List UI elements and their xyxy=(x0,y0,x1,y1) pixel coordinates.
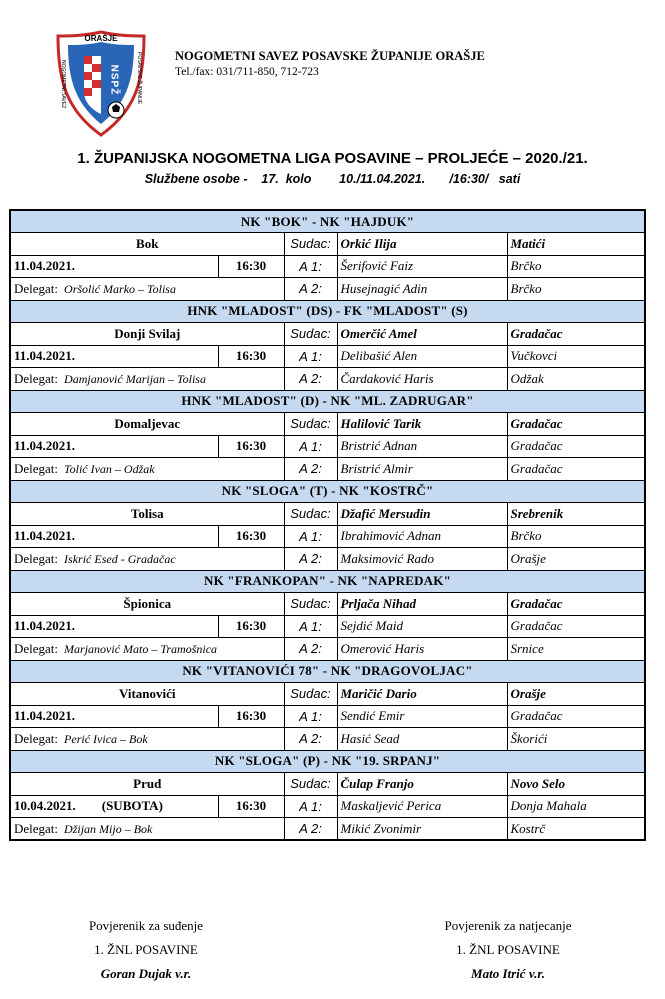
assistant2-city: Kostrč xyxy=(507,818,645,841)
assistant1-name: Delibašić Alen xyxy=(337,345,507,368)
match-venue: Tolisa xyxy=(10,503,284,526)
league-title: 1. ŽUPANIJSKA NOGOMETNA LIGA POSAVINE – PROLJEĆE – 2020./21. xyxy=(77,150,588,167)
assistant1-city: Brčko xyxy=(507,525,645,548)
assistant2-label: A 2: xyxy=(284,368,337,391)
assistant1-city: Vučkovci xyxy=(507,345,645,368)
referee-row xyxy=(10,683,645,706)
match-date-cell xyxy=(10,255,218,278)
assistant1-label: A 1: xyxy=(284,795,337,818)
assistant1-row xyxy=(10,255,645,278)
signature-left xyxy=(31,914,261,986)
match-title: NK "VITANOVIĆI 78" - NK "DRAGOVOLJAC" xyxy=(10,660,645,683)
referee-city: Orašje xyxy=(507,683,645,706)
signature-left-name: Goran Dujak v.r. xyxy=(100,966,192,981)
match-date: 11.04.2021. xyxy=(14,348,76,364)
referee-label: Sudac: xyxy=(284,413,337,436)
match-date-cell xyxy=(10,345,218,368)
match-venue: Prud xyxy=(10,773,284,796)
delegate-name: Perić Ivica – Bok xyxy=(64,731,148,746)
assistant2-name: Husejnagić Adin xyxy=(337,278,507,301)
referee-row xyxy=(10,323,645,346)
match-title: NK "FRANKOPAN" - NK "NAPREDAK" xyxy=(10,570,645,593)
referee-name: Maričić Dario xyxy=(337,683,507,706)
match-title-row xyxy=(10,750,645,773)
assistant2-city: Odžak xyxy=(507,368,645,391)
referee-city: Gradačac xyxy=(507,413,645,436)
signature-left-role: Povjerenik za suđenje xyxy=(88,918,204,933)
signature-right xyxy=(393,914,623,986)
assistant1-city: Brčko xyxy=(507,255,645,278)
match-date: 11.04.2021. xyxy=(14,258,76,274)
delegate-label: Delegat: xyxy=(14,550,59,566)
assistant2-row xyxy=(10,458,645,481)
assistant2-name: Čardaković Haris xyxy=(337,368,507,391)
assistant1-city: Gradačac xyxy=(507,705,645,728)
match-venue: Donji Svilaj xyxy=(10,323,284,346)
assistant1-city: Gradačac xyxy=(507,435,645,458)
match-title-row xyxy=(10,390,645,413)
match-title: NK "SLOGA" (T) - NK "KOSTRČ" xyxy=(10,480,645,503)
signature-right-body: 1. ŽNL POSAVINE xyxy=(456,942,560,957)
assistant2-name: Maksimović Rado xyxy=(337,548,507,571)
assistant1-row xyxy=(10,705,645,728)
logo-letters-text: NSPŽ xyxy=(108,64,120,96)
delegate-name: Oršolić Marko – Tolisa xyxy=(64,281,176,296)
referee-name: Čulap Franjo xyxy=(337,773,507,796)
match-time: 16:30 xyxy=(218,615,284,638)
referee-row xyxy=(10,413,645,436)
assistant2-city: Srnice xyxy=(507,638,645,661)
match-date: 10.04.2021. xyxy=(14,798,76,814)
assistant2-label: A 2: xyxy=(284,728,337,751)
logo-left-text: NOGOMETNI SAVEZ xyxy=(60,60,66,109)
assistant1-city: Donja Mahala xyxy=(507,795,645,818)
delegate-cell xyxy=(10,638,284,661)
match-date: 11.04.2021. xyxy=(14,528,76,544)
match-title-row xyxy=(10,570,645,593)
officials-schedule-table xyxy=(9,209,646,841)
logo-right-text: POSAVSKE ŽUPANIJE xyxy=(136,52,142,105)
assistant2-city: Škorići xyxy=(507,728,645,751)
assistant2-name: Bristrić Almir xyxy=(337,458,507,481)
referee-city: Novo Selo xyxy=(507,773,645,796)
referee-label: Sudac: xyxy=(284,323,337,346)
delegate-cell xyxy=(10,368,284,391)
match-venue: Vitanovići xyxy=(10,683,284,706)
referee-row xyxy=(10,773,645,796)
round-info: Službene osobe - 17. kolo 10./11.04.2021. /16:30/ sati xyxy=(144,172,521,186)
assistant1-label: A 1: xyxy=(284,615,337,638)
match-date: 11.04.2021. xyxy=(14,618,76,634)
logo-top-text: ORAŠJE xyxy=(84,34,118,43)
match-date: 11.04.2021. xyxy=(14,438,76,454)
referee-row xyxy=(10,233,645,256)
referee-label: Sudac: xyxy=(284,503,337,526)
referee-name: Omerčić Amel xyxy=(337,323,507,346)
referee-row xyxy=(10,503,645,526)
assistant2-row xyxy=(10,818,645,841)
delegate-name: Iskrić Esed - Gradačac xyxy=(64,551,176,566)
match-title: NK "BOK" - NK "HAJDUK" xyxy=(10,210,645,233)
assistant2-city: Gradačac xyxy=(507,458,645,481)
delegate-name: Džijan Mijo – Bok xyxy=(64,821,153,836)
delegate-cell xyxy=(10,548,284,571)
assistant1-name: Sejdić Maid xyxy=(337,615,507,638)
match-title-row xyxy=(10,300,645,323)
match-day: (SUBOTA) xyxy=(101,798,163,814)
assistant2-label: A 2: xyxy=(284,818,337,841)
assistant1-name: Ibrahimović Adnan xyxy=(337,525,507,548)
match-title-row xyxy=(10,480,645,503)
referee-city: Gradačac xyxy=(507,323,645,346)
assistant2-label: A 2: xyxy=(284,638,337,661)
organization-contact: Tel./fax: 031/711-850, 712-723 xyxy=(175,66,319,78)
delegate-name: Tolić Ivan – Odžak xyxy=(64,461,155,476)
assistant1-label: A 1: xyxy=(284,435,337,458)
assistant2-row xyxy=(10,278,645,301)
match-venue: Špionica xyxy=(10,593,284,616)
match-date-cell xyxy=(10,615,218,638)
referee-name: Halilović Tarik xyxy=(337,413,507,436)
referee-city: Gradačac xyxy=(507,593,645,616)
assistant1-name: Šerifović Faiz xyxy=(337,255,507,278)
delegate-cell xyxy=(10,278,284,301)
referee-name: Orkić Ilija xyxy=(337,233,507,256)
referee-name: Džafić Mersudin xyxy=(337,503,507,526)
assistant1-name: Sendić Emir xyxy=(337,705,507,728)
assistant2-city: Brčko xyxy=(507,278,645,301)
delegate-label: Delegat: xyxy=(14,640,59,656)
assistant1-label: A 1: xyxy=(284,255,337,278)
match-date-cell xyxy=(10,435,218,458)
assistant2-row xyxy=(10,728,645,751)
delegate-label: Delegat: xyxy=(14,370,59,386)
assistant2-city: Orašje xyxy=(507,548,645,571)
assistant1-row xyxy=(10,345,645,368)
signature-right-name: Mato Itrić v.r. xyxy=(471,966,545,981)
delegate-cell xyxy=(10,458,284,481)
match-date: 11.04.2021. xyxy=(14,708,76,724)
assistant2-name: Omerović Haris xyxy=(337,638,507,661)
match-time: 16:30 xyxy=(218,345,284,368)
match-time: 16:30 xyxy=(218,255,284,278)
match-title: NK "SLOGA" (P) - NK "19. SRPANJ" xyxy=(10,750,645,773)
match-title-row xyxy=(10,210,645,233)
assistant2-row xyxy=(10,548,645,571)
assistant2-row xyxy=(10,638,645,661)
document-header xyxy=(0,0,665,200)
assistant1-row xyxy=(10,525,645,548)
assistant1-city: Gradačac xyxy=(507,615,645,638)
assistant1-row xyxy=(10,435,645,458)
assistant1-name: Maskaljević Perica xyxy=(337,795,507,818)
delegate-name: Marjanović Mato – Tramošnica xyxy=(64,641,218,656)
assistant2-label: A 2: xyxy=(284,458,337,481)
delegate-name: Damjanović Marijan – Tolisa xyxy=(64,371,206,386)
organization-name: NOGOMETNI SAVEZ POSAVSKE ŽUPANIJE ORAŠJE xyxy=(175,49,485,63)
assistant1-label: A 1: xyxy=(284,525,337,548)
match-title-row xyxy=(10,660,645,683)
referee-row xyxy=(10,593,645,616)
match-date-cell xyxy=(10,705,218,728)
delegate-label: Delegat: xyxy=(14,280,59,296)
assistant1-row xyxy=(10,615,645,638)
match-time: 16:30 xyxy=(218,435,284,458)
referee-city: Matići xyxy=(507,233,645,256)
assistant2-row xyxy=(10,368,645,391)
assistant2-label: A 2: xyxy=(284,278,337,301)
referee-label: Sudac: xyxy=(284,683,337,706)
match-title: HNK "MLADOST" (D) - NK "ML. ZADRUGAR" xyxy=(10,390,645,413)
match-venue: Bok xyxy=(10,233,284,256)
match-date-cell xyxy=(10,795,218,818)
signature-right-role: Povjerenik za natjecanje xyxy=(444,918,572,933)
referee-label: Sudac: xyxy=(284,773,337,796)
referee-name: Prljača Nihad xyxy=(337,593,507,616)
match-date-cell xyxy=(10,525,218,548)
delegate-cell xyxy=(10,818,284,841)
assistant1-label: A 1: xyxy=(284,705,337,728)
match-title: HNK "MLADOST" (DS) - FK "MLADOST" (S) xyxy=(10,300,645,323)
match-time: 16:30 xyxy=(218,795,284,818)
assistant1-row xyxy=(10,795,645,818)
assistant1-name: Bristrić Adnan xyxy=(337,435,507,458)
assistant2-label: A 2: xyxy=(284,548,337,571)
match-time: 16:30 xyxy=(218,705,284,728)
assistant1-label: A 1: xyxy=(284,345,337,368)
referee-label: Sudac: xyxy=(284,233,337,256)
federation-logo-icon xyxy=(54,30,148,138)
referee-city: Srebrenik xyxy=(507,503,645,526)
match-venue: Domaljevac xyxy=(10,413,284,436)
referee-label: Sudac: xyxy=(284,593,337,616)
delegate-cell xyxy=(10,728,284,751)
assistant2-name: Hasić Sead xyxy=(337,728,507,751)
match-time: 16:30 xyxy=(218,525,284,548)
delegate-label: Delegat: xyxy=(14,460,59,476)
assistant2-name: Mikić Zvonimir xyxy=(337,818,507,841)
delegate-label: Delegat: xyxy=(14,730,59,746)
delegate-label: Delegat: xyxy=(14,820,59,836)
signature-left-body: 1. ŽNL POSAVINE xyxy=(94,942,198,957)
